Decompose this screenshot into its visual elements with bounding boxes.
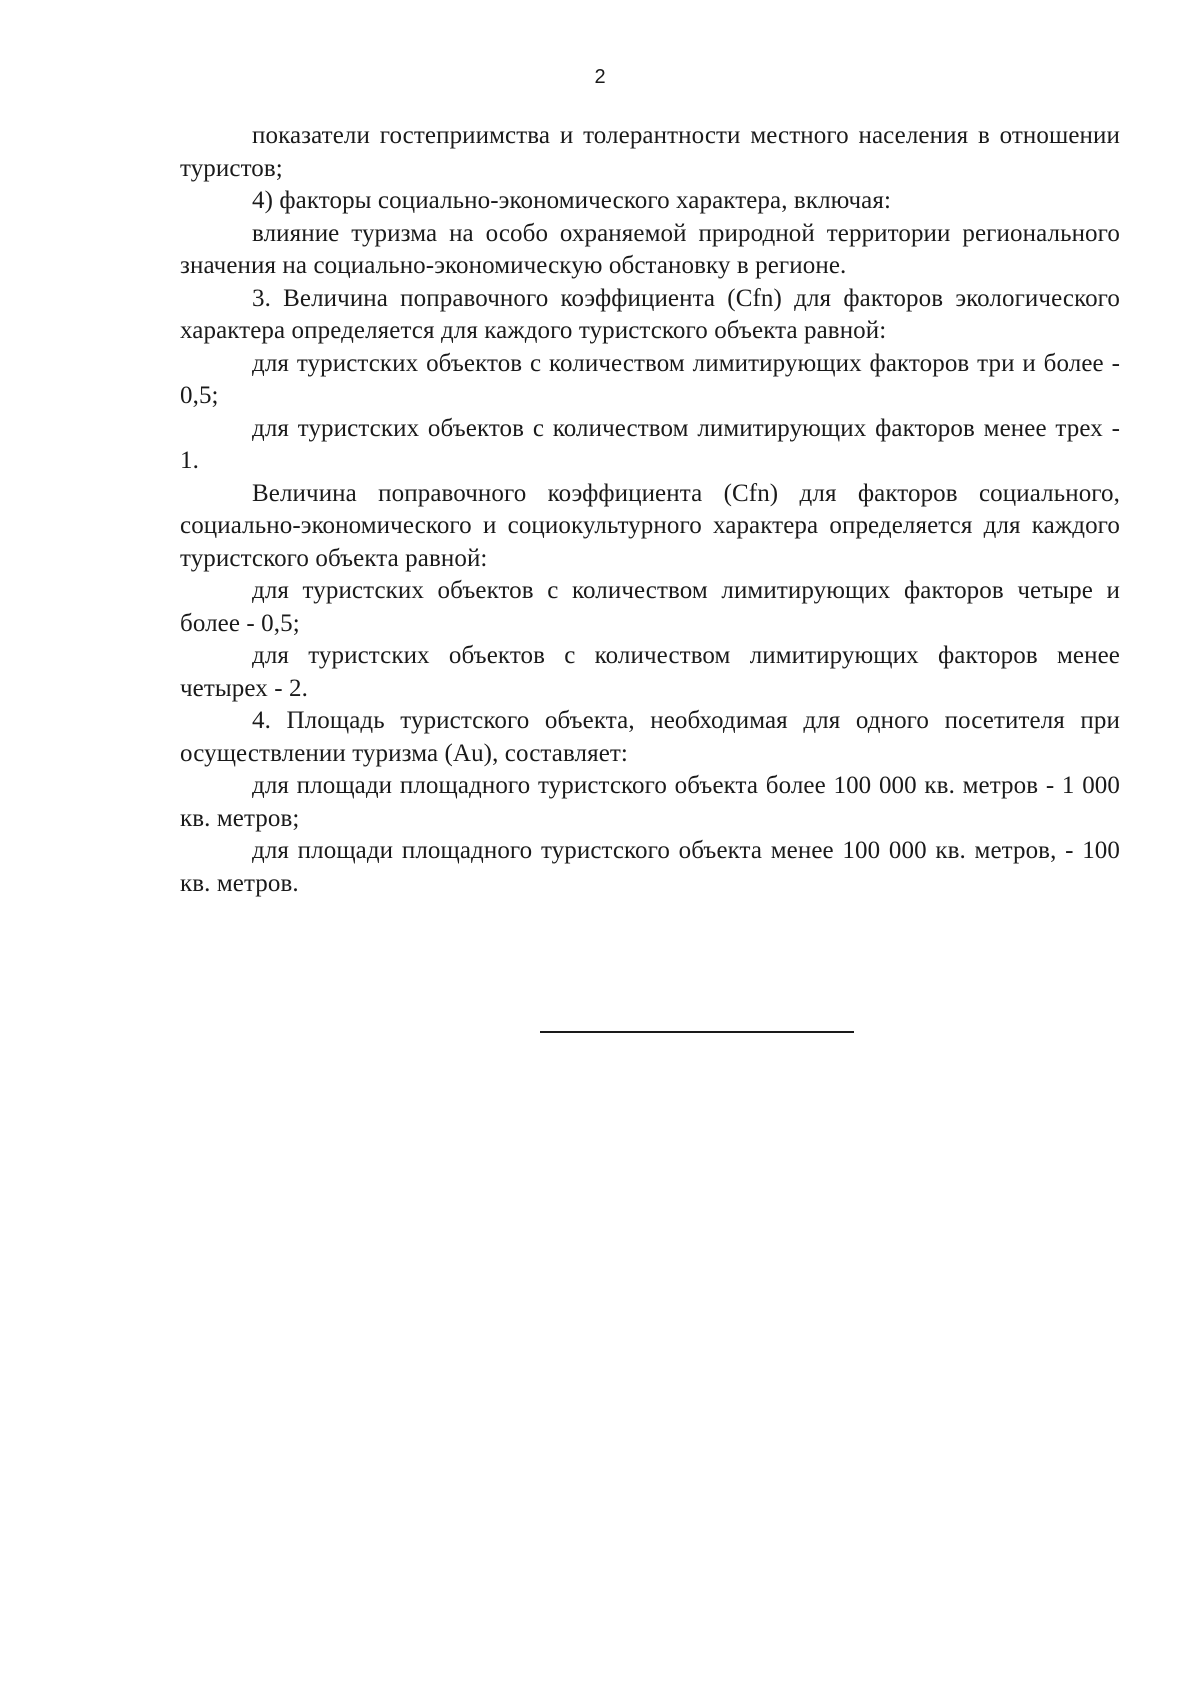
paragraph-area-more: для площади площадного туристского объекта более 100 000 кв. метров - 1 000 кв. метров; <box>180 772 1120 832</box>
document-body <box>180 120 1120 900</box>
end-divider-line <box>540 1031 854 1033</box>
paragraph-area-per-visitor: 4. Площадь туристского объекта, необходимая для одного посетителя при осуществлении туризма (Au), составляет: <box>180 707 1120 767</box>
page-number: 2 <box>594 66 606 88</box>
paragraph-social-four-or-more: для туристских объектов с количеством лимитирующих факторов четыре и более - 0,5; <box>180 577 1120 637</box>
paragraph-eco-three-or-more: для туристских объектов с количеством лимитирующих факторов три и более - 0,5; <box>180 349 1120 409</box>
paragraph-tourism-influence: влияние туризма на особо охраняемой природной территории регионального значения на социально-экономическую обстановку в регионе. <box>180 219 1120 279</box>
paragraph-social-less-than-four: для туристских объектов с количеством лимитирующих факторов менее четырех - 2. <box>180 642 1120 702</box>
paragraph-hospitality: показатели гостеприимства и толерантности местного населения в отношении туристов; <box>180 122 1120 182</box>
paragraph-ecological-coefficient: 3. Величина поправочного коэффициента (Cfn) для факторов экологического характера определяется для каждого туристского объекта равной: <box>180 284 1120 344</box>
paragraph-eco-less-than-three: для туристских объектов с количеством лимитирующих факторов менее трех - 1. <box>180 414 1120 474</box>
paragraph-area-less: для площади площадного туристского объекта менее 100 000 кв. метров, - 100 кв. метров. <box>180 837 1120 897</box>
paragraph-social-coefficient: Величина поправочного коэффициента (Cfn) для факторов социального, социально-экономического и социокультурного характера определяется для каждого туристского объекта равной: <box>180 479 1120 572</box>
paragraph-socioeconomic-factors: 4) факторы социально-экономического характера, включая: <box>252 187 891 214</box>
